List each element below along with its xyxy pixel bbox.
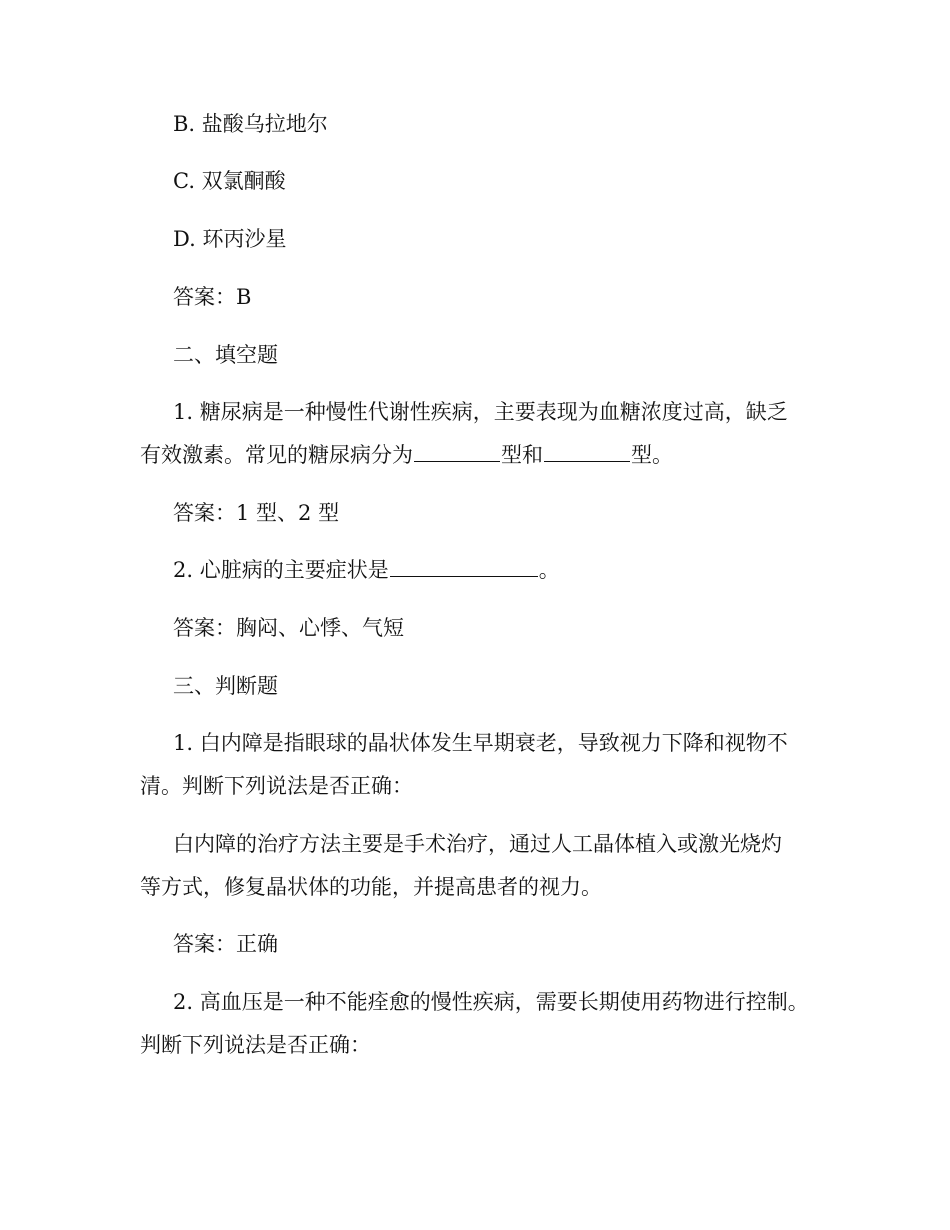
option-b: B. 盐酸乌拉地尔: [173, 112, 328, 136]
question-text-continued: 判断下列说法是否正确：: [140, 1033, 371, 1057]
question-text: 1. 白内障是指眼球的晶状体发生早期衰老，导致视力下降和视物不: [173, 731, 788, 755]
question-text: [173, 556, 560, 584]
question-text-segment: 型和: [501, 443, 543, 467]
answer-blank: [414, 441, 500, 462]
section-heading-true-false: 三、判断题: [173, 674, 278, 698]
section-heading-fill-blank: 二、填空题: [173, 343, 278, 367]
option-c: C. 双氯酮酸: [173, 169, 286, 193]
answer-line: 答案：胸闷、心悸、气短: [173, 616, 404, 640]
answer-blank: [544, 441, 630, 462]
answer-line: 答案：B: [173, 285, 252, 309]
question-text-continued: [140, 441, 673, 469]
option-d: D. 环丙沙星: [173, 227, 287, 251]
question-text: 1. 糖尿病是一种慢性代谢性疾病，主要表现为血糖浓度过高，缺乏: [173, 400, 788, 424]
answer-line: 答案：1 型、2 型: [173, 501, 340, 525]
answer-blank: [390, 556, 538, 577]
question-text-segment: 有效激素。常见的糖尿病分为: [140, 443, 413, 467]
question-text-segment: 型。: [631, 443, 673, 467]
statement-text-continued: 等方式，修复晶状体的功能，并提高患者的视力。: [140, 875, 602, 899]
answer-line: 答案：正确: [173, 932, 278, 956]
statement-text: 白内障的治疗方法主要是手术治疗，通过人工晶体植入或激光烧灼: [173, 832, 782, 856]
question-text: 2. 高血压是一种不能痊愈的慢性疾病，需要长期使用药物进行控制。: [173, 990, 809, 1014]
question-text-continued: 清。判断下列说法是否正确：: [140, 774, 413, 798]
question-text-segment: 。: [538, 558, 560, 582]
question-text-segment: 2. 心脏病的主要症状是: [173, 558, 389, 582]
